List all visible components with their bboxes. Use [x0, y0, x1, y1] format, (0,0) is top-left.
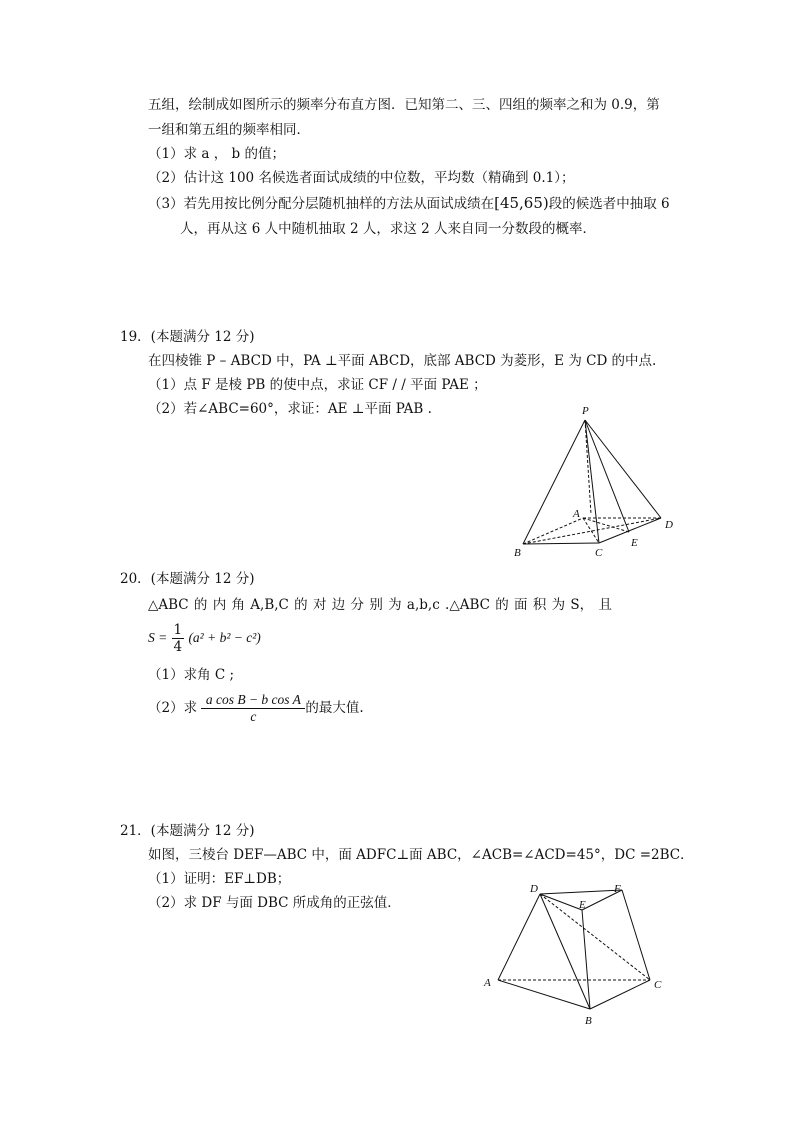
q18-part1: （1）求 a ， b 的值；: [148, 146, 285, 162]
q19-header: 19．(本题满分 12 分): [120, 329, 255, 345]
label-P: P: [582, 405, 589, 417]
q18-part2: （2）估计这 100 名候选者面试成绩的中位数，平均数（精确到 0.1）；: [148, 170, 575, 186]
q20-part2: [148, 692, 364, 725]
q20-part2-suffix: 的最大值.: [305, 700, 364, 716]
q18-line2: 一组和第五组的频率相同．: [148, 122, 310, 138]
label-E: E: [631, 537, 638, 549]
s-rhs: (a² + b² − c²): [188, 630, 261, 645]
frustum-figure: [478, 876, 678, 1034]
label-A: A: [484, 977, 491, 989]
label-D: D: [530, 883, 538, 895]
q19-part1: （1）点 F 是棱 PB 的使中点，求证 CF / / 平面 PAE ；: [148, 377, 487, 393]
s-lhs: S =: [148, 630, 168, 645]
q21-part2: （2）求 DF 与面 DBC 所成角的正弦值．: [148, 895, 401, 911]
q18-part3-b: 段的候选者中抽取 6: [548, 196, 670, 212]
q20-fraction: [201, 692, 305, 725]
q21-header: 21．(本题满分 12 分): [120, 823, 255, 839]
s-den: 4: [173, 639, 183, 655]
q18-part3-a: （3）若先用按比例分配分层随机抽样的方法从面试成绩在: [148, 196, 495, 212]
label-F: F: [614, 883, 621, 895]
q19-stem: 在四棱锥 P – ABCD 中，PA ⊥平面 ABCD，底部 ABCD 为菱形，E 为 CD 的中点.: [148, 353, 657, 369]
label-B: B: [514, 547, 521, 559]
label-C: C: [595, 547, 603, 559]
q20-stem: △ABC 的 内 角 A,B,C 的 对 边 分 别 为 a,b,c .△ABC 的 面 积 为 S， 且: [148, 597, 612, 613]
q18-interval: [45,65): [494, 194, 549, 212]
q20-header: 20．(本题满分 12 分): [120, 571, 255, 587]
label-B: B: [585, 1015, 592, 1027]
q21-stem: 如图，三棱台 DEF—ABC 中，面 ADFC⊥面 ABC，∠ACB=∠ACD=45°，DC =2BC．: [148, 847, 694, 863]
label-A: A: [573, 508, 580, 520]
label-C: C: [654, 979, 662, 991]
q18-part3-cont: 人，再从这 6 人中随机抽取 2 人，求这 2 人来自同一分数段的概率．: [180, 221, 597, 237]
q20-frac-num: a cos B − b cos A: [201, 692, 305, 709]
q20-area-formula: [148, 622, 261, 655]
q20-part1: （1）求角 C ;: [148, 667, 235, 683]
s-fraction: [172, 622, 185, 655]
q21-part1: （1）证明：EF⊥DB；: [148, 871, 291, 887]
label-E: E: [579, 899, 586, 911]
q18-part3: [148, 194, 670, 213]
q20-part2-prefix: （2）求: [148, 700, 198, 716]
q20-frac-den: c: [250, 709, 257, 724]
pyramid-figure: [505, 400, 685, 560]
q18-line1: 五组，绘制成如图所示的频率分布直方图．已知第二、三、四组的频率之和为 0.9，第: [148, 97, 660, 113]
label-D: D: [665, 519, 673, 531]
s-num: 1: [173, 622, 183, 638]
q19-part2: （2）若∠ABC=60°，求证：AE ⊥平面 PAB .: [148, 401, 432, 417]
